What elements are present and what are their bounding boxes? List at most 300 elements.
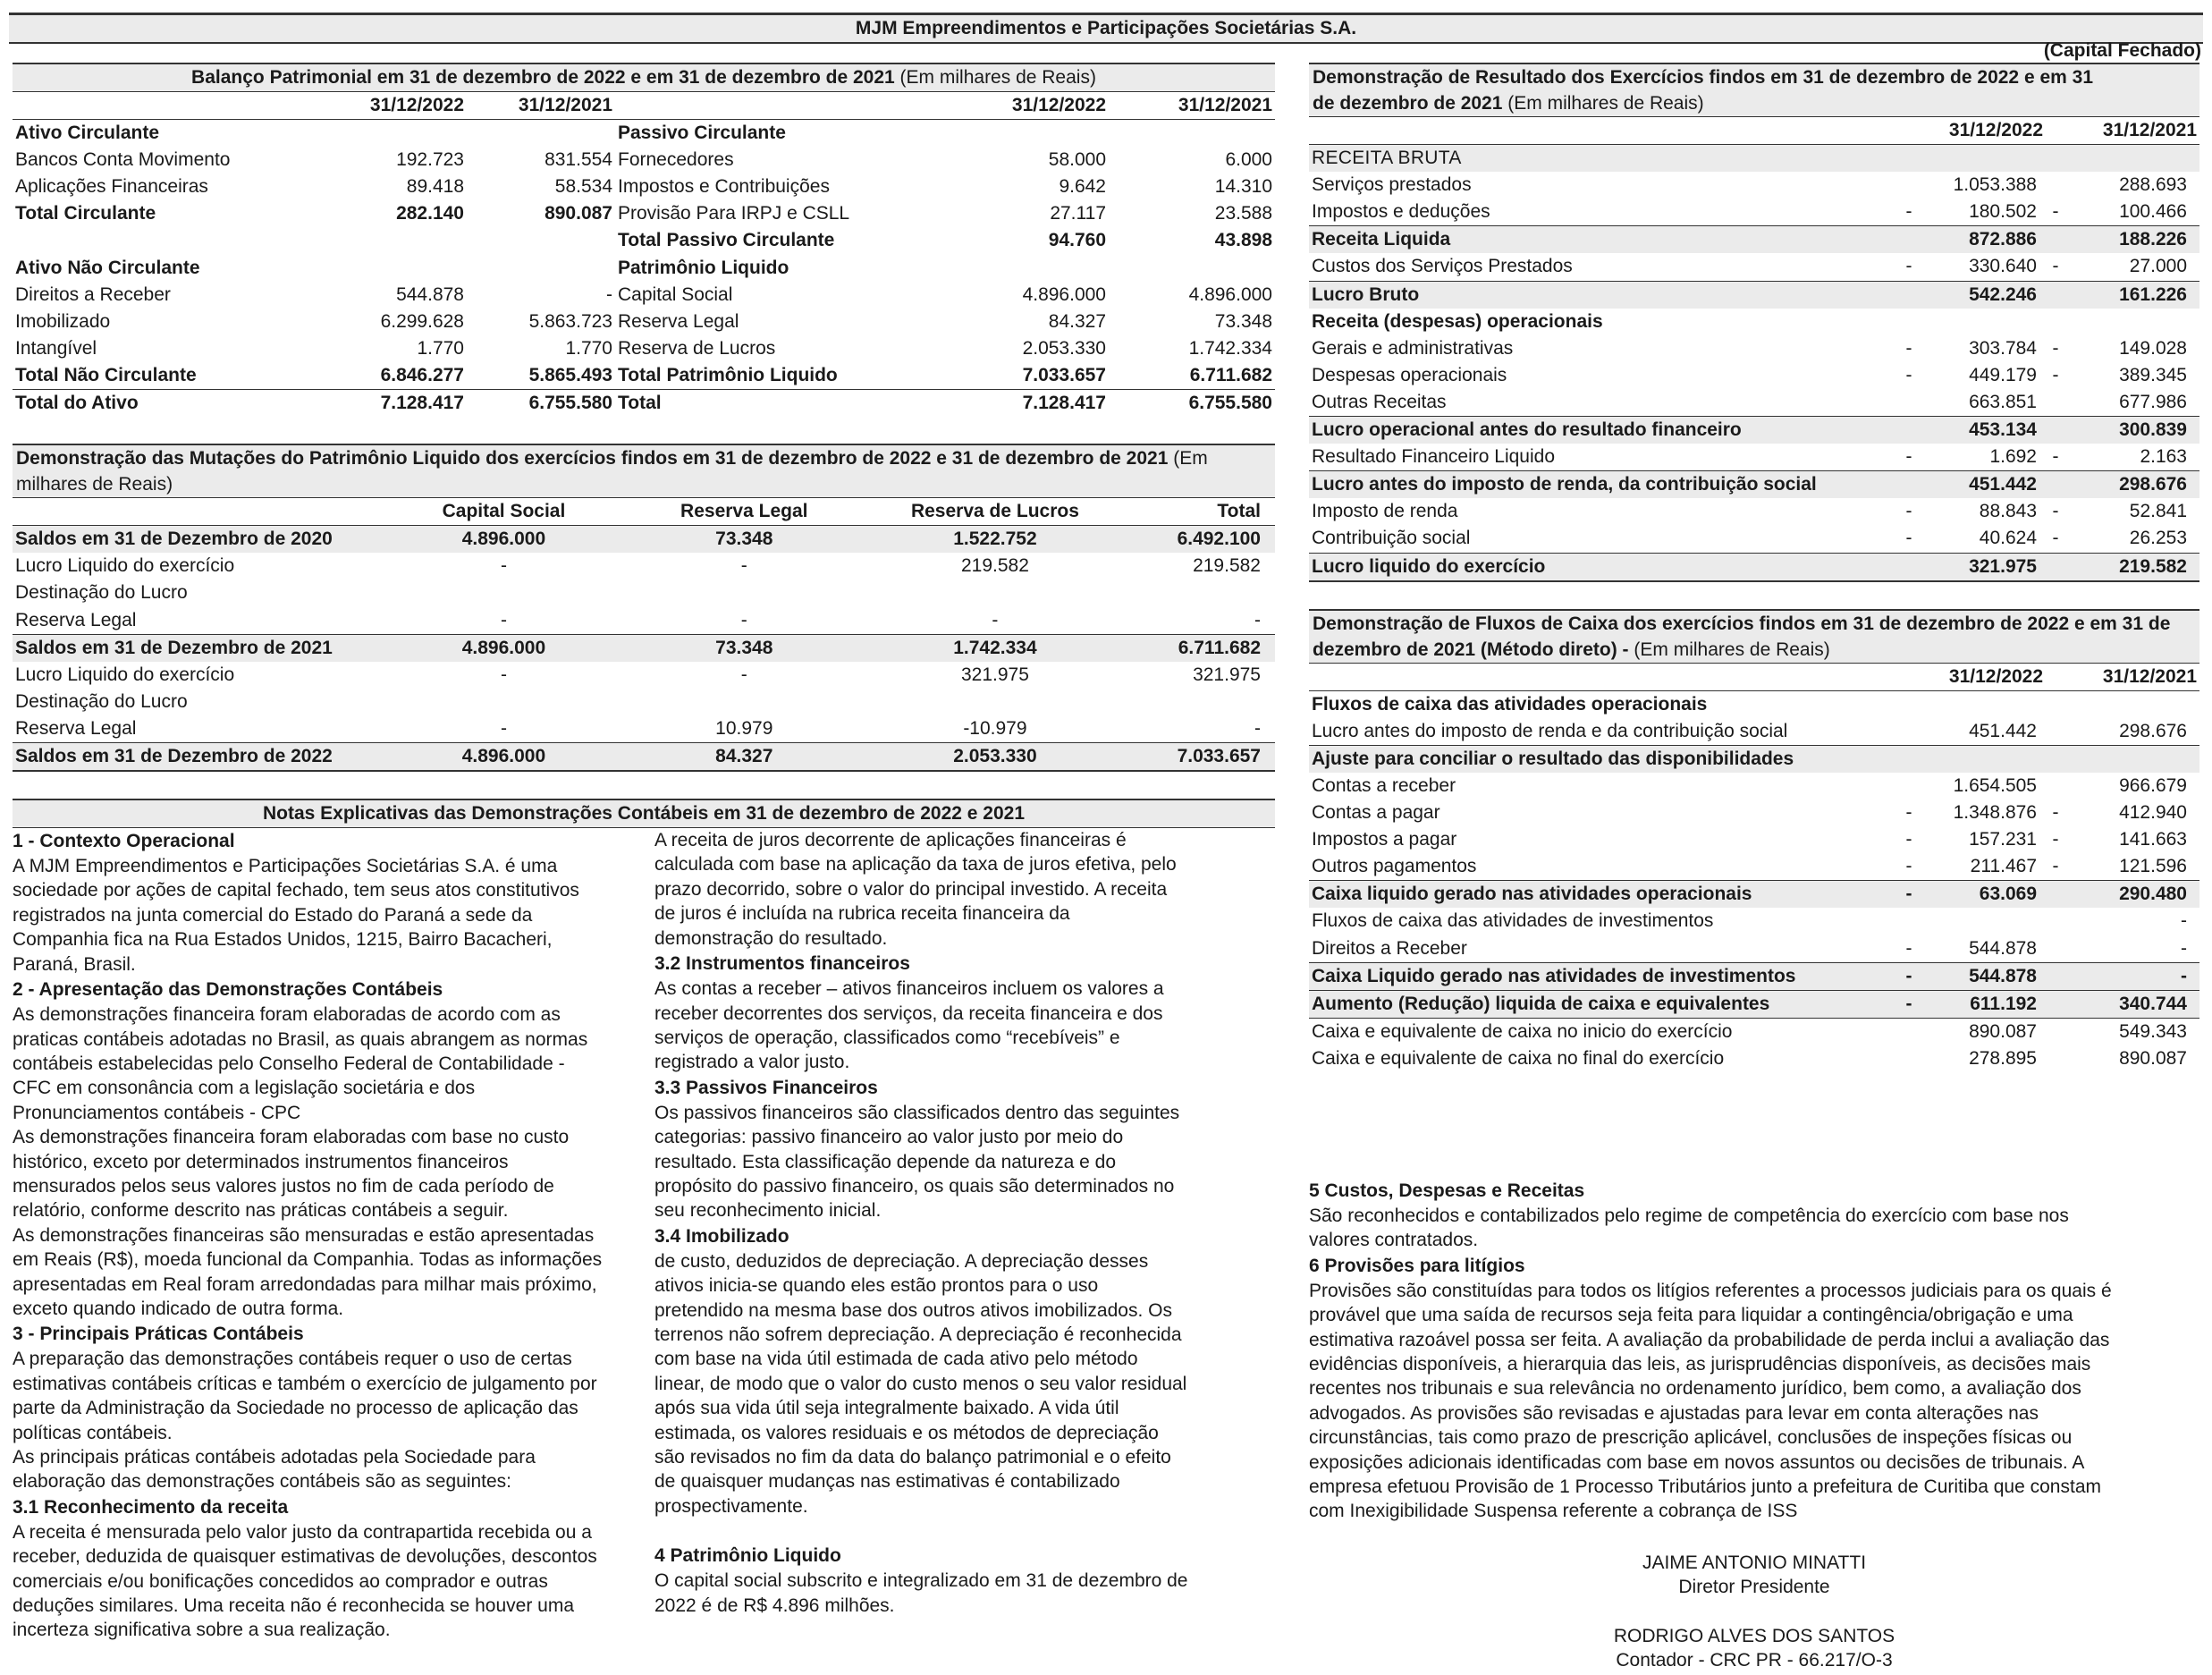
table-cell: 94.760	[1048, 230, 1106, 251]
table-cell: Reserva Legal	[15, 717, 137, 739]
note-line: políticas contábeis.	[13, 1422, 173, 1443]
table-cell: -	[1905, 802, 1912, 824]
table-cell	[2046, 309, 2065, 335]
table-cell: 549.343	[2065, 1018, 2199, 1045]
table-cell: Intangível	[15, 337, 97, 359]
table-cell	[2046, 773, 2065, 799]
signature-name: RODRIGO ALVES DOS SANTOS	[1613, 1625, 1895, 1646]
table-cell	[619, 579, 870, 606]
signature-block	[1309, 1551, 2199, 1600]
table-row	[1309, 853, 2199, 881]
table-cell: 890.087	[2119, 1047, 2187, 1069]
table-cell: 389.345	[2119, 364, 2187, 385]
table-row	[13, 579, 1275, 606]
table-cell	[1120, 689, 1275, 715]
table-cell: 52.841	[2129, 501, 2187, 522]
balanco-title: Balanço Patrimonial em 31 de dezembro de 2022 e em 31 de dezembro de 2021 (Em milhares de Reais)	[13, 63, 1275, 92]
table-cell	[2046, 962, 2065, 990]
balanco-header-row	[13, 92, 1275, 120]
table-cell: Patrimônio Liquido	[618, 257, 789, 278]
table-cell	[1899, 1045, 1919, 1072]
note-line: receber, deduzida de quaisquer estimativas de devoluções, descontos	[13, 1546, 597, 1568]
note-line: seu reconhecimento inicial.	[654, 1200, 882, 1222]
table-cell: Receita Liquida	[1309, 226, 1899, 254]
table-cell	[1899, 471, 1919, 499]
table-cell: 321.975	[960, 664, 1029, 685]
table-cell: Caixa e equivalente de caixa no final do exercício	[1312, 1047, 1725, 1069]
note-line: parte da Administração da Sociedade no processo de aplicação das	[13, 1398, 578, 1419]
table-cell	[13, 227, 343, 254]
table-row	[1309, 226, 2199, 254]
note-line: apresentadas em Real foram arredondadas para milhar mais próximo,	[13, 1273, 597, 1295]
table-cell	[870, 579, 1121, 606]
dfc-header-row	[1309, 664, 2199, 691]
table-cell	[1899, 553, 1919, 581]
note-line: linear, de modo que o valor do custo menos o seu valor residual	[654, 1373, 1187, 1394]
table-cell	[1899, 417, 1919, 444]
table-row	[13, 526, 1275, 554]
note-line: estimativas contábeis críticas e também o exercício de julgamento por	[13, 1373, 597, 1394]
table-row	[1309, 718, 2199, 746]
note-line: incerteza significativa sobre a sua realização.	[13, 1620, 391, 1641]
note-line: de custo, deduzidos de depreciação. A depreciação desses	[654, 1250, 1149, 1272]
table-row	[1309, 362, 2199, 389]
table-cell: 453.134	[1919, 417, 2046, 444]
note-line: registrado a valor justo.	[654, 1052, 850, 1073]
capital-type: (Capital Fechado)	[2043, 40, 2201, 61]
note-line: Os passivos financeiros são classificados dentro das seguintes	[654, 1102, 1180, 1123]
table-row	[1309, 498, 2199, 525]
table-row	[13, 634, 1275, 662]
table-row	[1309, 253, 2199, 281]
table-cell: -	[740, 555, 747, 577]
dfc-col-2021: 31/12/2021	[2065, 664, 2199, 691]
note-line: valores contratados.	[1309, 1230, 1479, 1251]
table-cell	[467, 227, 615, 254]
mutacoes-header-row	[13, 498, 1275, 526]
mutacoes-table	[13, 498, 1275, 772]
table-cell: 282.140	[396, 203, 464, 224]
note-line: estimada, os valores residuais e os métodos de depreciação	[654, 1422, 1159, 1443]
table-cell	[2046, 281, 2065, 309]
table-cell: 298.676	[2065, 471, 2199, 499]
table-row	[13, 662, 1275, 689]
table-cell: Caixa e equivalente de caixa no inicio do exercício	[1309, 1018, 1899, 1045]
table-row	[13, 147, 1275, 173]
table-cell: Reserva de Lucros	[618, 337, 776, 359]
balanco-col-2022: 31/12/2022	[343, 92, 467, 120]
note-line: exceto quando indicado de outra forma.	[13, 1298, 344, 1319]
table-cell	[930, 255, 1109, 282]
dfc-col-2022: 31/12/2022	[1919, 664, 2046, 691]
balanco-col-2022-passivo: 31/12/2022	[930, 92, 1109, 120]
table-cell	[2046, 471, 2065, 499]
table-cell: -	[2052, 446, 2059, 468]
table-cell	[1899, 172, 1919, 199]
table-cell: -	[1899, 881, 1919, 909]
table-cell: -	[2052, 337, 2059, 359]
table-cell: Impostos a pagar	[1312, 829, 1457, 850]
notas-body	[13, 828, 1275, 1643]
table-cell: 451.442	[1919, 471, 2046, 499]
table-cell	[2046, 745, 2065, 773]
table-cell: 73.348	[619, 526, 870, 554]
note-line: A preparação das demonstrações contábeis requer o uso de certas	[13, 1349, 572, 1370]
table-cell: Ajuste para conciliar o resultado das disponibilidades	[1309, 745, 1899, 773]
table-cell: Direitos a Receber	[1312, 937, 1467, 959]
table-cell: 6.000	[1225, 149, 1272, 171]
table-cell: Contas a pagar	[1312, 802, 1440, 824]
table-cell: -	[2052, 201, 2059, 223]
table-cell	[2046, 935, 2065, 963]
note-line: advogados. As provisões são revisadas e ajustadas para levar em conta alterações nas	[1309, 1402, 2039, 1424]
table-cell: 4.896.000	[389, 634, 619, 662]
table-cell	[870, 689, 1121, 715]
table-cell: 23.588	[1214, 203, 1272, 224]
table-cell	[2046, 389, 2065, 417]
table-cell	[2065, 690, 2199, 718]
table-cell: -	[740, 664, 747, 685]
dfc-title: Demonstração de Fluxos de Caixa dos exercícios findos em 31 de dezembro de 2022 e em 31 de dezembro de 2021 (Método direto) - (Em milhares de Reais)	[1309, 609, 2199, 664]
table-cell: 544.878	[1969, 937, 2037, 959]
table-cell: Capital Social	[618, 283, 733, 305]
note-line: categorias: passivo financeiro ao valor justo por meio do	[654, 1127, 1124, 1148]
note-line: Paraná, Brasil.	[13, 953, 136, 975]
table-cell: Aplicações Financeiras	[15, 176, 208, 198]
table-cell: 89.418	[406, 176, 464, 198]
table-cell: Imposto de renda	[1312, 501, 1458, 522]
table-row	[13, 255, 1275, 282]
table-cell	[343, 227, 467, 254]
note-heading: 3.4 Imobilizado	[654, 1225, 789, 1247]
table-row	[1309, 1045, 2199, 1072]
table-cell	[343, 255, 467, 282]
table-row	[13, 282, 1275, 309]
table-cell: Lucro Bruto	[1309, 281, 1899, 309]
note-line: serviços de operação, classificados como “recebíveis” e	[654, 1027, 1120, 1048]
table-cell: -	[2052, 802, 2059, 824]
mutacoes-header-cell: Total	[1120, 498, 1275, 526]
table-cell: -	[2052, 364, 2059, 385]
note-line: Pronunciamentos contábeis - CPC	[13, 1102, 301, 1123]
table-cell: 73.348	[619, 634, 870, 662]
table-cell: Imobilizado	[15, 310, 111, 332]
table-row	[1309, 935, 2199, 963]
table-cell	[343, 120, 467, 148]
table-cell	[2046, 690, 2065, 718]
table-cell: 157.231	[1969, 829, 2037, 850]
table-row	[1309, 881, 2199, 909]
table-row	[13, 335, 1275, 362]
table-cell	[1919, 908, 2046, 935]
note-line: ativos inicia-se quando eles estão prontos para o uso	[654, 1275, 1099, 1297]
table-cell: 219.582	[960, 555, 1029, 577]
notas-column-1	[13, 828, 633, 1643]
table-cell: Total do Ativo	[13, 390, 343, 418]
table-cell	[1899, 908, 1919, 935]
table-cell: Total Patrimônio Liquido	[618, 364, 838, 385]
table-cell: 278.895	[1969, 1047, 2037, 1069]
table-cell	[2046, 172, 2065, 199]
table-cell: 4.896.000	[389, 742, 619, 771]
table-row	[13, 120, 1275, 148]
note-line: propósito do passivo financeiro, os quais são determinados no	[654, 1175, 1175, 1197]
table-cell: -	[1905, 201, 1912, 223]
table-row	[1309, 745, 2199, 773]
table-cell: Impostos e deduções	[1312, 201, 1490, 223]
table-cell: 5.865.493	[528, 364, 612, 385]
table-cell	[1109, 255, 1275, 282]
note-line: resultado. Esta classificação depende da natureza e do	[654, 1151, 1117, 1172]
table-cell: 7.128.417	[343, 390, 467, 418]
note-line: histórico, exceto por determinados instrumentos financeiros	[13, 1151, 509, 1172]
table-cell: Reserva Legal	[618, 310, 739, 332]
note-line: de juros é incluída na rubrica receita financeira da	[654, 903, 1070, 925]
note-line: relatório, conforme descrito nas práticas contábeis a seguir.	[13, 1200, 509, 1222]
table-cell: Reserva Legal	[15, 609, 137, 630]
table-cell: -	[740, 609, 747, 630]
mutacoes-title: Demonstração das Mutações do Patrimônio Liquido dos exercícios findos em 31 de dezembro de 2022 e 31 de dezembro de 2021 (Em milhares de Reais)	[13, 444, 1275, 498]
table-row	[13, 742, 1275, 771]
table-row	[1309, 309, 2199, 335]
table-cell: 544.878	[1919, 962, 2046, 990]
table-cell: 449.179	[1969, 364, 2037, 385]
table-cell: -	[1905, 528, 1912, 549]
table-cell: Bancos Conta Movimento	[15, 149, 231, 171]
dre-col-2021: 31/12/2021	[2065, 117, 2199, 145]
table-cell	[1120, 579, 1275, 606]
table-cell: -	[2052, 856, 2059, 877]
table-cell: -	[1905, 337, 1912, 359]
table-cell	[2046, 718, 2065, 746]
table-row	[1309, 172, 2199, 199]
table-cell: 288.693	[2119, 174, 2187, 196]
table-cell	[2065, 309, 2199, 335]
table-cell	[1919, 145, 2046, 173]
note-line: Provisões são constituídas para todos os litígios referentes a processos judiciais para os quais é	[1309, 1280, 2112, 1301]
table-cell: Saldos em 31 de Dezembro de 2021	[13, 634, 389, 662]
note-line: após sua vida útil seja integralmente baixado. A vida útil	[654, 1398, 1119, 1419]
table-cell: 27.117	[1050, 203, 1106, 224]
table-cell: 149.028	[2119, 337, 2187, 359]
table-cell: RECEITA BRUTA	[1309, 145, 1899, 173]
table-cell: Receita (despesas) operacionais	[1312, 310, 1603, 332]
table-cell: -	[1905, 256, 1912, 277]
notas-column-2	[654, 828, 1275, 1643]
table-row	[1309, 826, 2199, 853]
table-cell: 290.480	[2065, 881, 2199, 909]
note-heading: 6 Provisões para litígios	[1309, 1255, 1525, 1276]
note-heading: 1 - Contexto Operacional	[13, 831, 235, 852]
table-cell: 27.000	[2129, 256, 2187, 277]
table-cell	[2046, 881, 2065, 909]
table-cell: -	[1899, 990, 1919, 1018]
dre-table	[1309, 117, 2199, 582]
table-cell: -	[2065, 962, 2199, 990]
note-line: As contas a receber – ativos financeiros incluem os valores a	[654, 978, 1164, 1000]
note-line: contábeis estabelecidas pelo Conselho Federal de Contabilidade -	[13, 1053, 565, 1074]
table-cell: 298.676	[2119, 720, 2187, 741]
table-cell	[1919, 745, 2046, 773]
table-cell	[1899, 281, 1919, 309]
table-cell: 6.846.277	[380, 364, 464, 385]
table-cell: 6.755.580	[1109, 390, 1275, 418]
balanco-col-2021: 31/12/2021	[467, 92, 615, 120]
table-cell: 1.742.334	[870, 634, 1121, 662]
table-cell: Total Não Circulante	[15, 364, 197, 385]
table-cell: 451.442	[1969, 720, 2037, 741]
table-cell: 88.843	[1979, 501, 2037, 522]
table-cell: Lucro antes do imposto de renda e da contribuição social	[1312, 720, 1788, 741]
table-cell: 219.582	[2065, 553, 2199, 581]
note-line: prazo decorrido, sobre o valor do principal investido. A receita	[654, 878, 1168, 900]
signature-block	[1309, 1624, 2199, 1673]
table-cell: 9.642	[1059, 176, 1106, 198]
table-cell: 303.784	[1969, 337, 2037, 359]
table-cell: 84.327	[619, 742, 870, 771]
table-row	[1309, 1018, 2199, 1045]
table-cell	[389, 579, 619, 606]
note-heading: 4 Patrimônio Liquido	[654, 1545, 841, 1567]
table-row	[13, 715, 1275, 743]
table-cell: Provisão Para IRPJ e CSLL	[618, 203, 850, 224]
table-cell	[1899, 1018, 1919, 1045]
table-cell: 100.466	[2119, 201, 2187, 223]
table-cell: Ativo Circulante	[15, 123, 160, 144]
table-row	[1309, 690, 2199, 718]
notas-column-3	[1309, 1178, 2199, 1524]
table-cell: Direitos a Receber	[15, 283, 171, 305]
table-cell: 180.502	[1969, 201, 2037, 223]
left-column	[13, 63, 1275, 1643]
table-cell: 141.663	[2119, 829, 2187, 850]
table-cell	[930, 120, 1109, 148]
table-cell: 5.863.723	[528, 310, 612, 332]
note-line: As principais práticas contábeis adotadas pela Sociedade para	[13, 1447, 536, 1468]
note-heading: 3 - Principais Práticas Contábeis	[13, 1324, 304, 1345]
note-heading: 5 Custos, Despesas e Receitas	[1309, 1180, 1585, 1201]
table-row	[1309, 773, 2199, 799]
table-cell: Ativo Não Circulante	[15, 257, 200, 278]
table-cell	[2046, 417, 2065, 444]
table-cell: Total Circulante	[15, 203, 156, 224]
table-cell: Outras Receitas	[1312, 391, 1447, 412]
table-cell: 2.053.330	[870, 742, 1121, 771]
table-row	[1309, 962, 2199, 990]
table-row	[1309, 908, 2199, 935]
note-line: empresa efetuou Provisão de 1 Processo Tributários junto a prefeitura de Curitiba que constam	[1309, 1476, 2101, 1498]
table-row	[1309, 990, 2199, 1018]
table-cell: 6.492.100	[1120, 526, 1275, 554]
table-cell: 1.522.752	[870, 526, 1121, 554]
table-row	[1309, 553, 2199, 581]
table-cell: Lucro operacional antes do resultado financeiro	[1309, 417, 1899, 444]
table-cell: 219.582	[1193, 555, 1261, 577]
table-cell	[2065, 745, 2199, 773]
table-cell: Saldos em 31 de Dezembro de 2022	[13, 742, 389, 771]
table-cell: 831.554	[545, 149, 612, 171]
table-cell: Fornecedores	[618, 149, 734, 171]
table-cell: 43.898	[1214, 230, 1272, 251]
note-line: As demonstrações financeira foram elaboradas de acordo com as	[13, 1004, 561, 1026]
note-line: O capital social subscrito e integralizado em 31 de dezembro de	[654, 1570, 1188, 1592]
table-cell: 14.310	[1214, 176, 1272, 198]
table-cell: -	[1899, 962, 1919, 990]
balanco-col-2021-passivo: 31/12/2021	[1109, 92, 1275, 120]
table-cell: 73.348	[1214, 310, 1272, 332]
note-line: A receita é mensurada pelo valor justo da contrapartida recebida ou a	[13, 1521, 592, 1543]
note-heading: 3.2 Instrumentos financeiros	[654, 953, 910, 975]
table-row	[1309, 335, 2199, 362]
table-cell: 412.940	[2119, 802, 2187, 824]
table-cell: Total Passivo Circulante	[618, 230, 835, 251]
table-cell: 121.596	[2119, 856, 2187, 877]
note-line: receber decorrentes dos serviços, da receita financeira e dos	[654, 1002, 1163, 1024]
table-row	[1309, 145, 2199, 173]
mutacoes-header-cell: Reserva de Lucros	[870, 498, 1121, 526]
note-line: de quaisquer mudanças nas estimativas é contabilizado	[654, 1471, 1120, 1493]
table-cell	[467, 255, 615, 282]
table-cell: Despesas operacionais	[1312, 364, 1507, 385]
table-cell: 330.640	[1969, 256, 2037, 277]
table-row	[1309, 799, 2199, 826]
table-cell: -	[1905, 829, 1912, 850]
note-line: pretendido na mesma base dos outros ativos imobilizados. Os	[654, 1299, 1172, 1321]
signature-role: Contador - CRC PR - 66.217/O-3	[1616, 1650, 1893, 1671]
table-cell	[2046, 1018, 2065, 1045]
table-cell	[2046, 145, 2065, 173]
table-cell	[467, 120, 615, 148]
table-row	[1309, 444, 2199, 471]
table-cell: 321.975	[1193, 664, 1261, 685]
table-cell	[2046, 990, 2065, 1018]
table-cell: Lucro antes do imposto de renda, da contribuição social	[1309, 471, 1899, 499]
table-cell: Total	[615, 390, 930, 418]
note-line: sociedade por ações de capital fechado, tem seus atos constitutivos	[13, 880, 579, 901]
table-cell	[2046, 553, 2065, 581]
note-line: deduções similares. Uma receita não é reconhecida se houver uma	[13, 1595, 575, 1617]
table-cell: -	[500, 664, 507, 685]
table-cell: Destinação do Lucro	[15, 690, 188, 712]
table-cell: 10.979	[715, 717, 773, 739]
signatures	[1309, 1551, 2199, 1673]
note-line: comerciais e/ou bonificações concedidos ao comprador e outras	[13, 1570, 548, 1592]
table-cell: Saldos em 31 de Dezembro de 2020	[13, 526, 389, 554]
table-row	[13, 362, 1275, 390]
table-cell: 6.711.682	[1120, 634, 1275, 662]
table-row	[13, 390, 1275, 418]
table-cell: -	[992, 609, 999, 630]
table-cell	[619, 689, 870, 715]
company-header	[9, 13, 2203, 44]
table-cell: 890.087	[1919, 1018, 2046, 1045]
note-line: evidências disponíveis, a hierarquia das leis, as jurisprudências disponíveis, as decisões mais	[1309, 1354, 2091, 1375]
table-cell	[1899, 145, 1919, 173]
note-line: mensurados pelos seus valores justos no fim de cada período de	[13, 1175, 554, 1197]
table-cell: -	[500, 609, 507, 630]
table-cell: 2.163	[2140, 446, 2187, 468]
note-line: estimativa razoável possa ser feita. A avaliação da probabilidade de perda inclui a avaliação das	[1309, 1329, 2110, 1350]
table-cell: 1.348.876	[1953, 802, 2037, 824]
table-row	[13, 227, 1275, 254]
note-heading: 3.1 Reconhecimento da receita	[13, 1496, 289, 1518]
table-cell: 211.467	[1970, 856, 2037, 877]
table-cell	[389, 689, 619, 715]
table-cell: Lucro Liquido do exercício	[15, 664, 235, 685]
table-row	[1309, 417, 2199, 444]
table-row	[13, 553, 1275, 579]
note-line: são revisados no fim da data do balanço patrimonial e o efeito	[654, 1447, 1171, 1468]
